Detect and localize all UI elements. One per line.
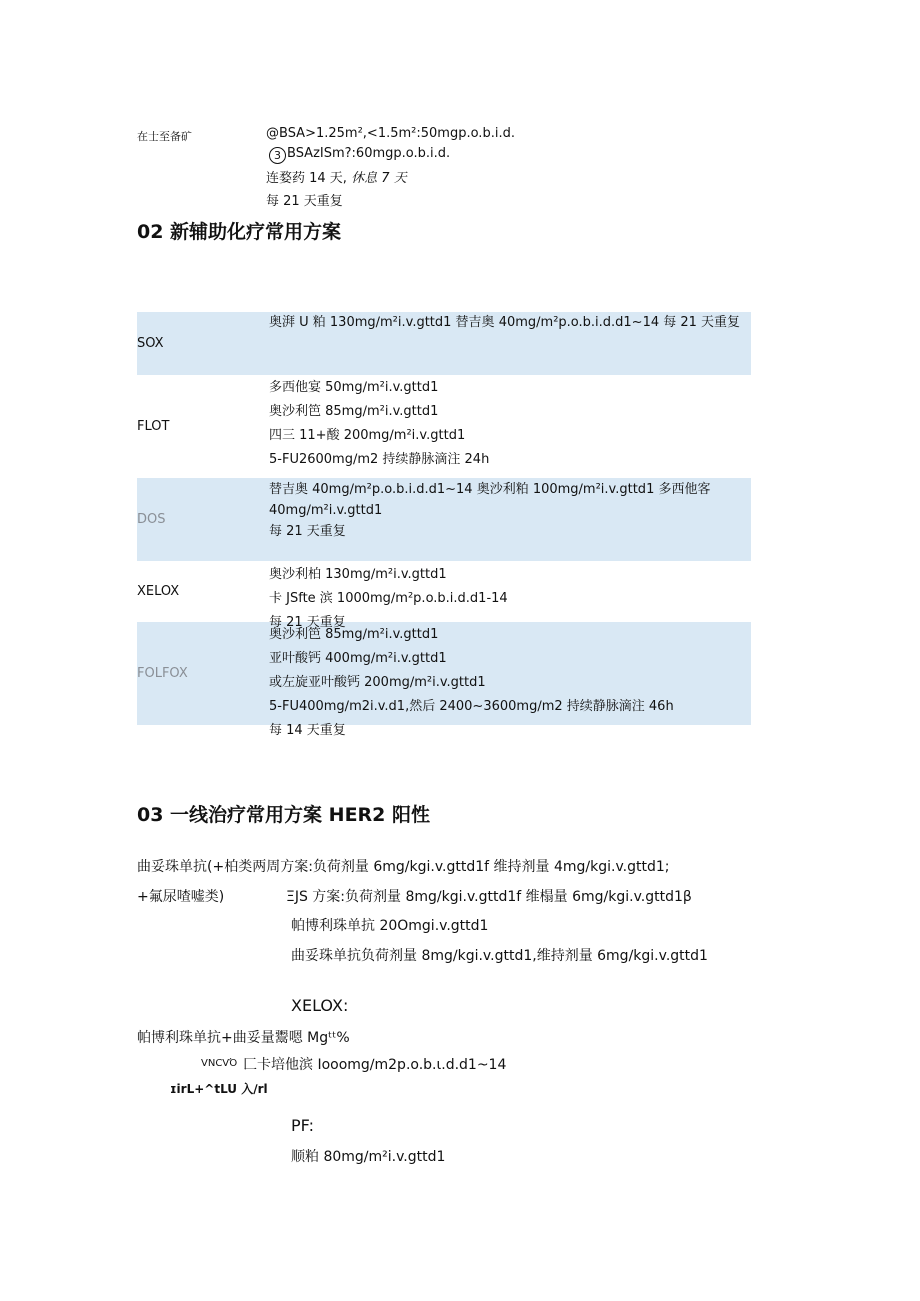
- regimen-line: 奥湃 U 粕 130mg∕m²i.v.gttd1 替吉奥 40mg∕m²p.o.b.i.d.d1~14 每 21 天重复: [269, 315, 741, 330]
- her2-line-7: ɪirL+^tLU 入∕rl: [170, 1082, 268, 1096]
- regimen-line: 5-FU2600mg∕m2 持续静脉滴注 24h: [269, 452, 490, 467]
- her2-line-3: 帕博利珠单抗 20Omgi.v.gttd1: [291, 918, 489, 934]
- regimen-content: [269, 311, 749, 341]
- regimen-label: FLOT: [137, 419, 170, 434]
- side-label: 在士至备矿: [137, 130, 192, 143]
- dose-line-3: [266, 167, 407, 186]
- dose-line-4: 每 21 天重复: [266, 194, 343, 209]
- regimen-line: 奥沙利笆 85mg∕m²i.v.gttd1: [269, 404, 439, 419]
- dose-line-3-b: 休息 7 天: [351, 171, 407, 186]
- regimen-line: 每 21 天重复: [269, 615, 346, 630]
- her2-line-4: 曲妥珠单抗负荷剂量 8mg∕kgi.v.gttd1,维持剂量 6mg∕kgi.v.gttd1: [291, 948, 708, 964]
- pf-label: PF:: [291, 1116, 314, 1135]
- regimen-content: [269, 623, 749, 738]
- her2-line-1: 曲妥珠单抗(+柏类两周方案:负荷剂量 6mg∕kgi.v.gttd1f 维持剂量 4mg∕kgi.v.gttd1;: [137, 859, 670, 875]
- regimen-line: 多西他宴 50mg∕m²i.v.gttd1: [269, 380, 439, 395]
- regimen-content: [269, 563, 749, 630]
- regimen-line: 每 14 天重复: [269, 723, 346, 738]
- regimen-label: FOLFOX: [137, 666, 188, 681]
- regimen-content: [269, 376, 749, 470]
- regimen-line: 或左旋亚叶酸钙 200mg∕m²i.v.gttd1: [269, 675, 486, 690]
- regimen-line: 卡 JSfte 滨 1000mg∕m²p.o.b.i.d.d1-14: [269, 591, 508, 606]
- section-02-heading: 02 新辅助化疗常用方案: [137, 221, 342, 243]
- her2-line-6: 匚卡培他滨 Iooomg∕m2p.o.b.ι.d.d1~14: [243, 1057, 507, 1073]
- regimen-line: 40mg∕m²i.v.gttd1: [269, 503, 383, 518]
- her2-line-2-right: ΞJS 方案:负荷剂量 8mg∕kgi.v.gttd1f 维榻量 6mg∕kgi.v.gttd1β: [286, 889, 692, 905]
- regimen-label: DOS: [137, 512, 166, 527]
- regimen-line: 奥沙利笆 85mg∕m²i.v.gttd1: [269, 627, 439, 642]
- regimen-line: 5-FU400mg∕m2i.v.d1,然后 2400~3600mg∕m2 持续静脉滴注 46h: [269, 699, 674, 714]
- regimen-label: XELOX: [137, 584, 180, 599]
- her2-line-8: 顺粕 80mg∕m²i.v.gttd1: [291, 1149, 446, 1165]
- regimen-line: 亚叶酸钙 400mg∕m²i.v.gttd1: [269, 651, 447, 666]
- section-03-heading: 03 一线治疗常用方案 HER2 阳性: [137, 804, 431, 826]
- regimen-line: 每 21 天重复: [269, 524, 346, 539]
- her2-line-2-left: +氟尿喳嘘类): [137, 889, 225, 905]
- her2-line-6-prefix: VNCVΌ: [201, 1058, 238, 1069]
- regimen-line: 替吉奥 40mg∕m²p.o.b.i.d.d1~14 奥沙利粕 100mg∕m²i.v.gttd1 多西他客: [269, 482, 711, 497]
- regimen-label: SOX: [137, 336, 164, 351]
- xelox-label: XELOX:: [291, 996, 349, 1015]
- her2-line-5: 帕博利珠单抗+曲妥量鬻嗯 Mgᵗᵗ%: [137, 1030, 350, 1046]
- dose-line-1: @BSA>1.25m²,<1.5m²:50mgp.o.b.i.d.: [266, 126, 515, 141]
- circled-number: 3: [269, 147, 286, 164]
- dose-line-2-text: BSAzISm?:60mgp.o.b.i.d.: [287, 146, 451, 161]
- regimen-content: [269, 479, 749, 547]
- dose-line-3-a: 连婺药 14 天,: [266, 171, 347, 186]
- dose-line-2: [269, 146, 450, 164]
- regimen-line: 奥沙利柏 130mg∕m²i.v.gttd1: [269, 567, 447, 582]
- regimen-line: 四三 11+酸 200mg∕m²i.v.gttd1: [269, 428, 466, 443]
